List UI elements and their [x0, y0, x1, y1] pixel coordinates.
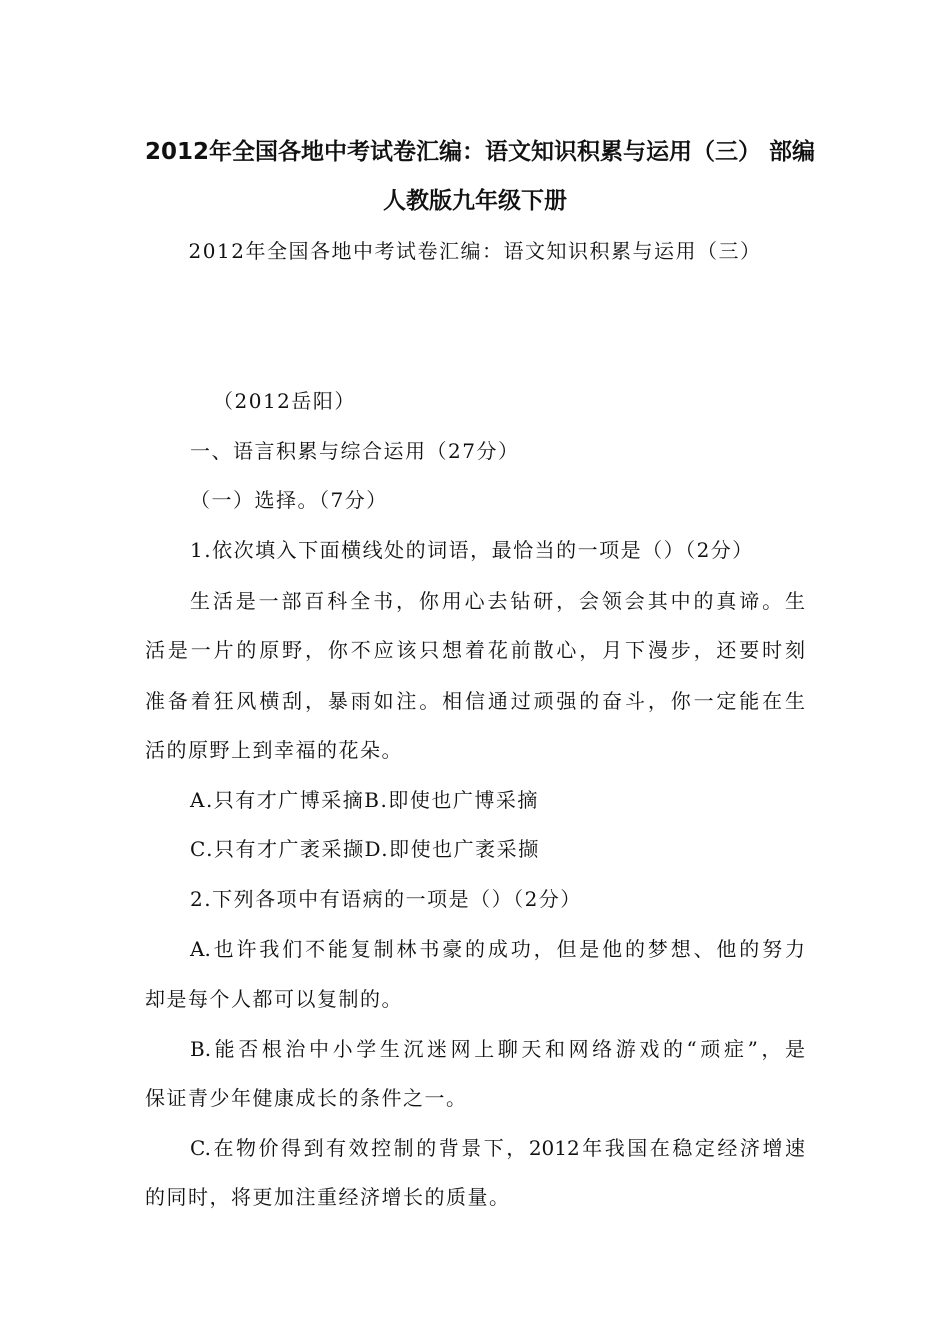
question-1-options-line: C.只有才广袤采撷D.即使也广袤采撷: [190, 837, 540, 861]
document-subtitle: 2012年全国各地中考试卷汇编：语文知识积累与运用（三）: [188, 239, 762, 263]
question-2-prompt: 2.下列各项中有语病的一项是（）（2分）: [190, 887, 582, 911]
question-1-passage-line: 活的原野上到幸福的花朵。: [145, 738, 403, 762]
subsection-heading: （一）选择。（7分）: [190, 488, 388, 512]
question-1-passage-line: 准备着狂风横刮，暴雨如注。相信通过顽强的奋斗，你一定能在生: [145, 689, 805, 713]
question-2-option-a-line: A.也许我们不能复制林书豪的成功，但是他的梦想、他的努力: [190, 937, 805, 961]
region-label: （2012岳阳）: [213, 389, 356, 413]
section-heading: 一、语言积累与综合运用（27分）: [190, 439, 520, 463]
question-1-passage-line: 生活是一部百科全书，你用心去钻研，会领会其中的真谛。生: [190, 589, 805, 613]
document-title-line-2: 人教版九年级下册: [383, 188, 567, 214]
question-1-options-line: A.只有才广博采摘B.即使也广博采摘: [190, 788, 539, 812]
question-1-prompt: 1.依次填入下面横线处的词语，最恰当的一项是（）（2分）: [190, 538, 754, 562]
question-2-option-c-line: 的同时，将更加注重经济增长的质量。: [145, 1185, 511, 1209]
question-2-option-b-line: B.能否根治中小学生沉迷网上聊天和网络游戏的“顽症”，是: [190, 1037, 805, 1061]
question-2-option-b-line: 保证青少年健康成长的条件之一。: [145, 1086, 468, 1110]
question-2-option-c-line: C.在物价得到有效控制的背景下，2012年我国在稳定经济增速: [190, 1136, 805, 1160]
question-2-option-a-line: 却是每个人都可以复制的。: [145, 987, 403, 1011]
document-title-line-1: 2012年全国各地中考试卷汇编：语文知识积累与运用（三） 部编: [145, 139, 816, 165]
question-1-passage-line: 活是一片的原野，你不应该只想着花前散心，月下漫步，还要时刻: [145, 638, 805, 662]
